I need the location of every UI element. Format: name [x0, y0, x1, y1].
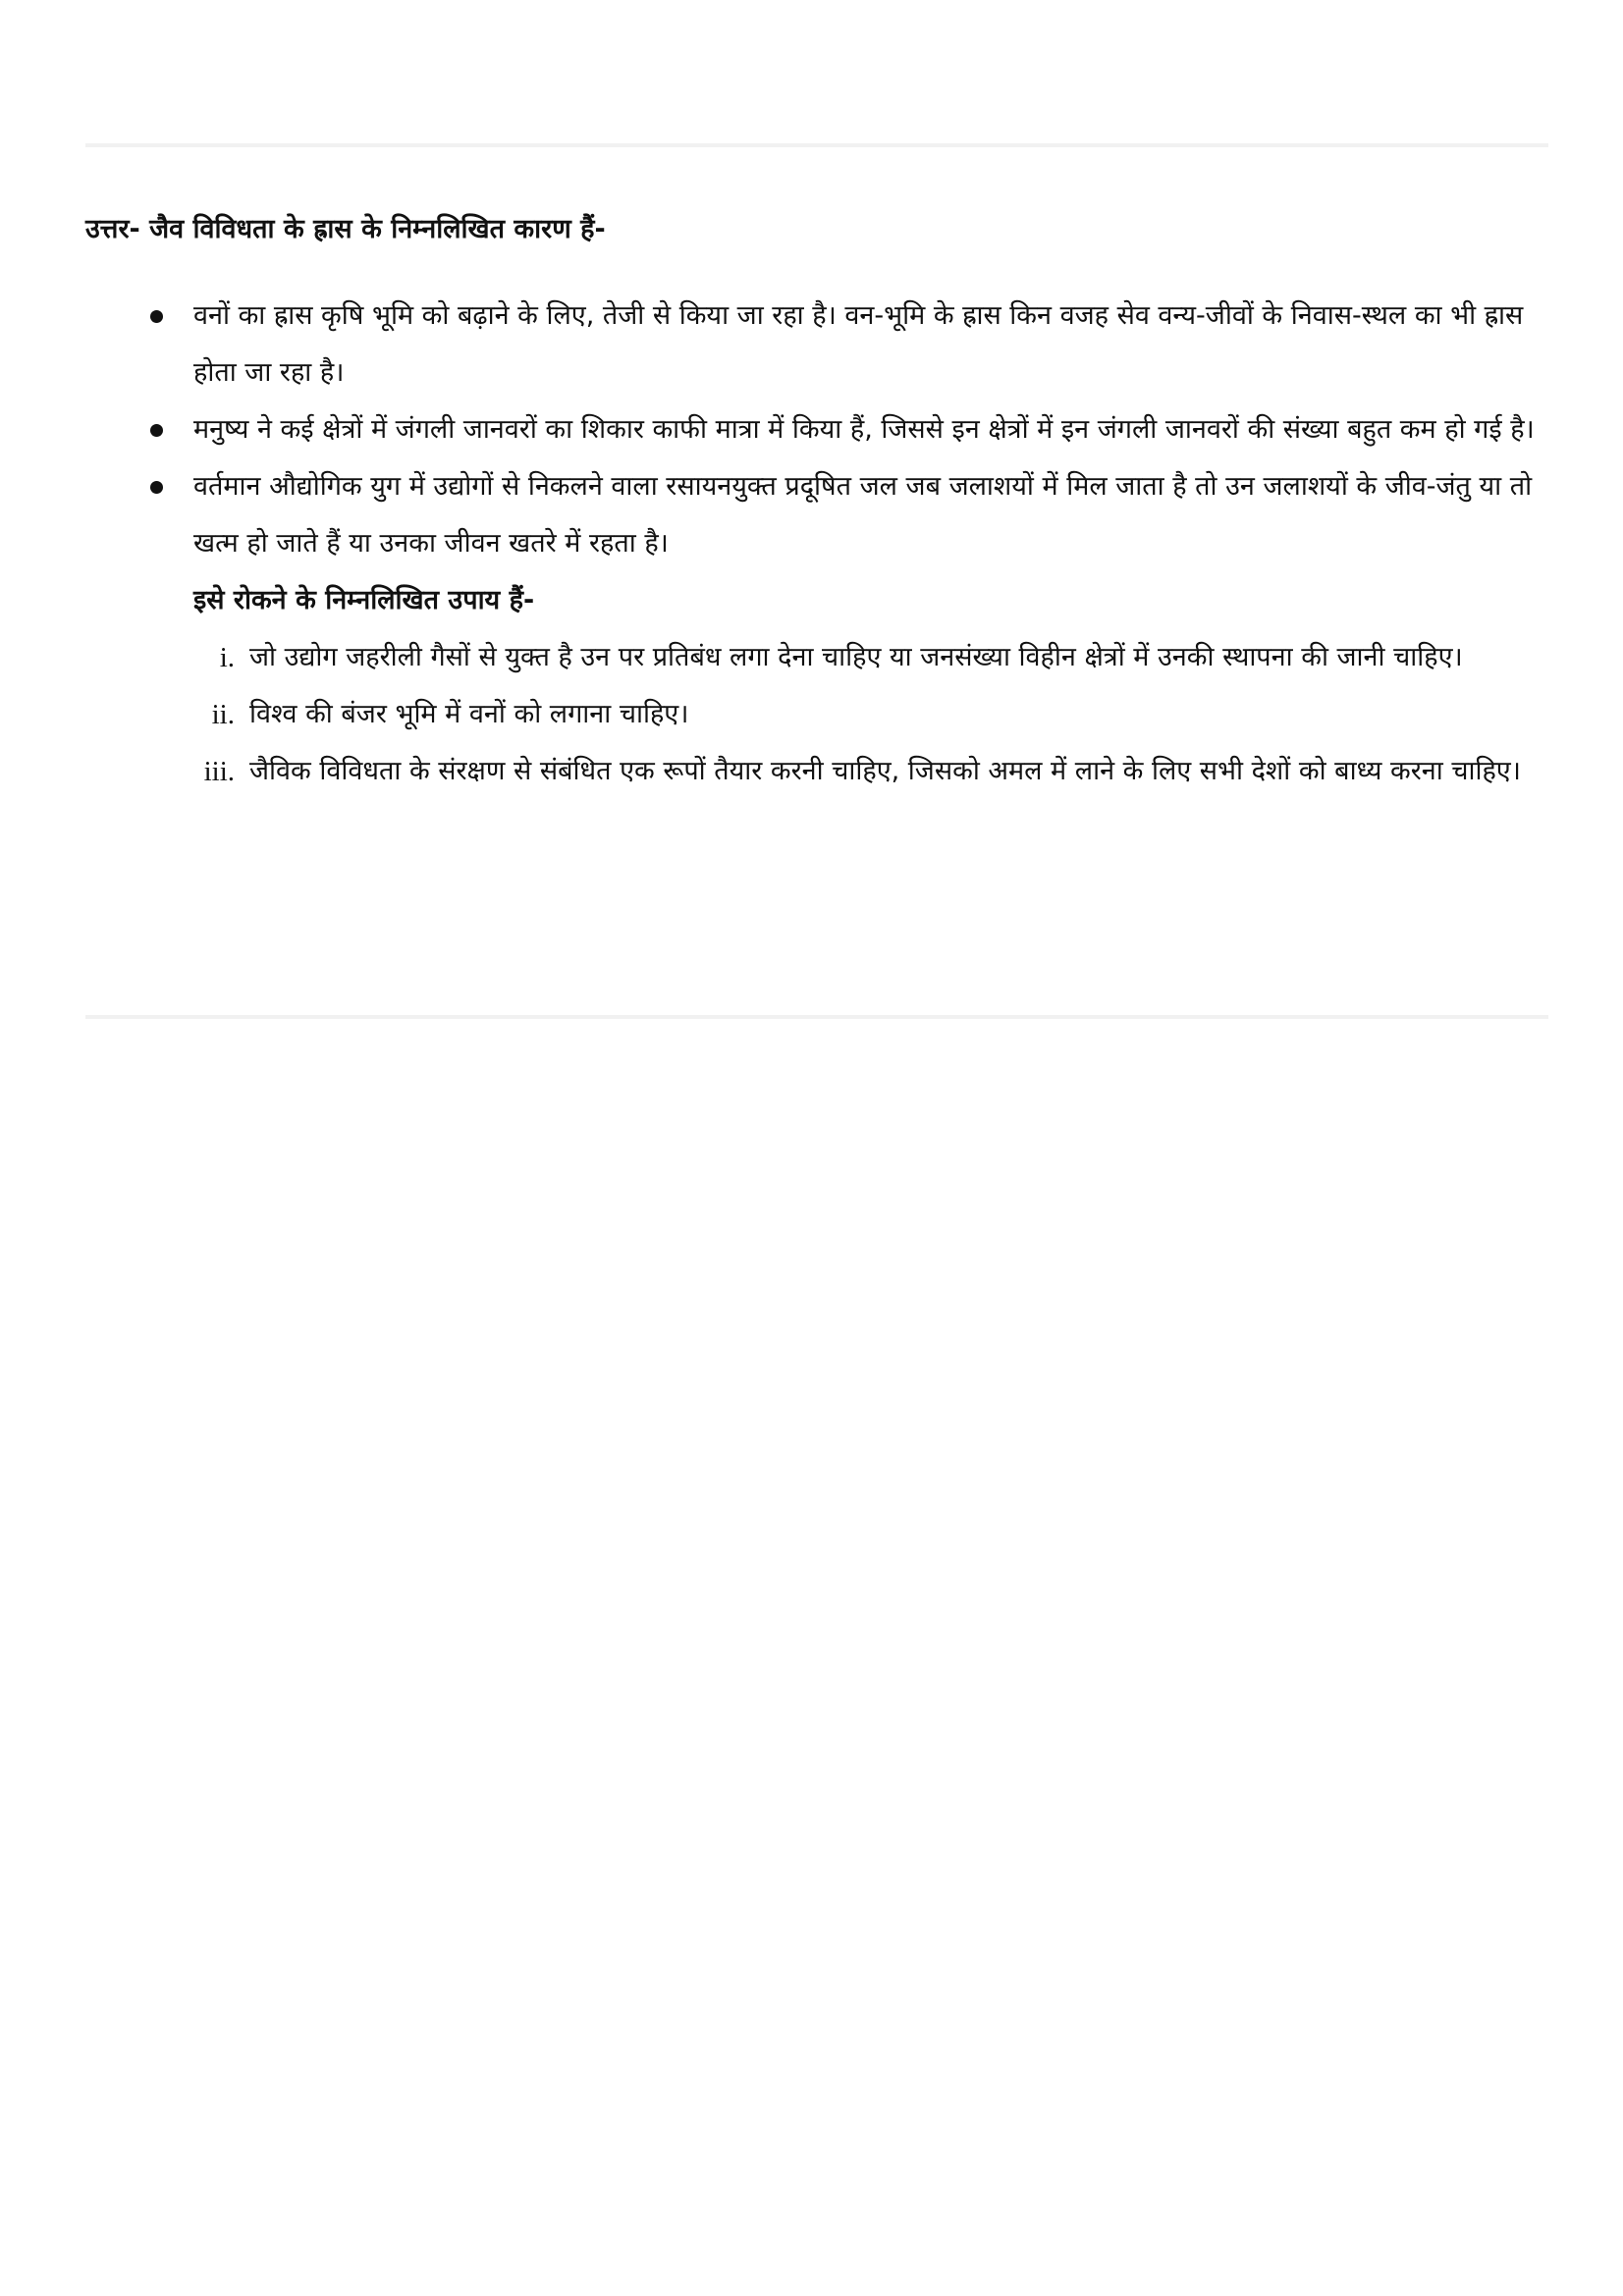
item-number: iii.	[203, 756, 235, 787]
top-divider	[85, 143, 1548, 147]
remedy-text: जैविक विविधता के संरक्षण से संबंधित एक रूपों तैयार करनी चाहिए, जिसको अमल में लाने के लिए सभी देशों को बाध्य करना चाहिए।	[249, 756, 1521, 786]
list-item	[85, 401, 1548, 458]
list-item	[193, 686, 1548, 743]
list-item	[85, 458, 1548, 572]
cause-text: वनों का ह्रास कृषि भूमि को बढ़ाने के लिए, तेजी से किया जा रहा है। वन-भूमि के ह्रास किन वजह सेव वन्य-जीवों के निवास-स्थल का भी ह्रास होता जा रहा है।	[193, 300, 1524, 388]
list-item	[85, 288, 1548, 401]
remedy-text: विश्व की बंजर भूमि में वनों को लगाना चाहिए।	[249, 699, 689, 729]
item-number: i.	[219, 642, 235, 673]
cause-text: वर्तमान औद्योगिक युग में उद्योगों से निकलने वाला रसायनयुक्त प्रदूषित जल जब जलाशयों में मिल जाता है तो उन जलाशयों के जीव-जंतु या तो खत्म हो जाते हैं या उनका जीवन खतरे में रहता है।	[193, 471, 1533, 559]
remedy-text: जो उद्योग जहरीली गैसों से युक्त है उन पर प्रतिबंध लगा देना चाहिए या जनसंख्या विहीन क्षेत्रों में उनकी स्थापना की जानी चाहिए।	[249, 642, 1463, 672]
bullet-icon	[150, 481, 163, 494]
answer-heading: उत्तर- जैव विविधता के ह्रास के निम्नलिखित कारण हैं-	[85, 214, 606, 244]
list-item	[193, 629, 1548, 686]
remedies-heading: इसे रोकने के निम्नलिखित उपाय हैं-	[193, 585, 535, 615]
bottom-divider	[85, 1015, 1548, 1019]
answer-section	[85, 201, 1548, 800]
remedies-section	[85, 572, 1548, 800]
remedies-list	[193, 629, 1548, 800]
item-number: ii.	[211, 699, 235, 730]
bullet-icon	[150, 424, 163, 437]
causes-list	[85, 288, 1548, 572]
cause-text: मनुष्य ने कई क्षेत्रों में जंगली जानवरों का शिकार काफी मात्रा में किया हैं, जिससे इन क्षेत्रों में इन जंगली जानवरों की संख्या बहुत कम हो गई है।	[193, 414, 1535, 445]
list-item	[193, 743, 1548, 800]
bullet-icon	[150, 310, 163, 323]
